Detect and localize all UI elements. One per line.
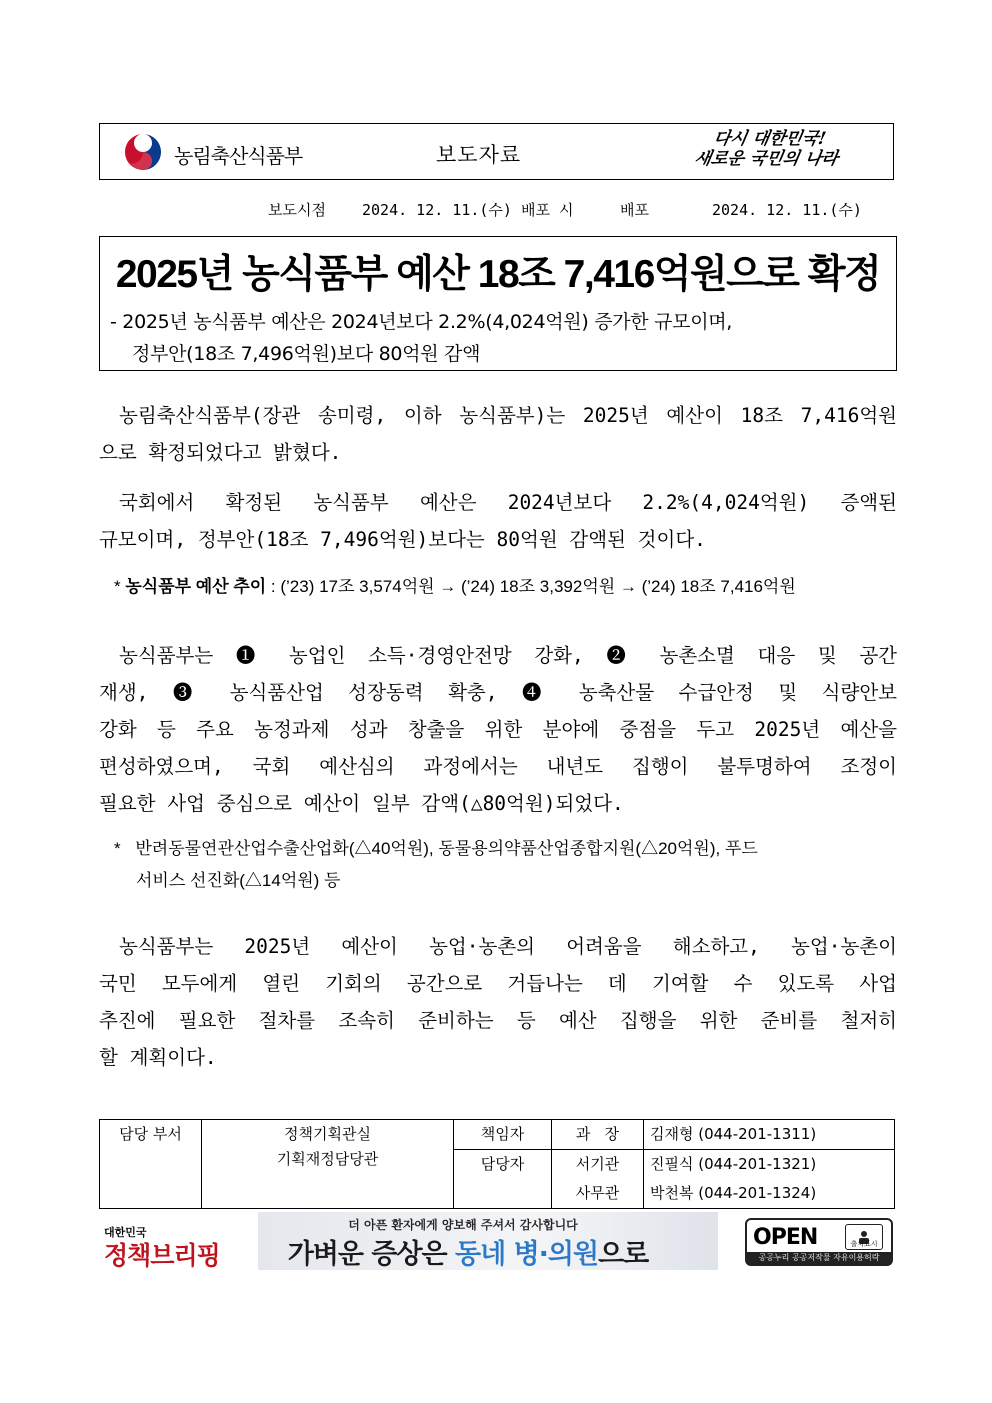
- contact-title-cell: 서기관: [552, 1150, 644, 1180]
- contact-title-cell: 사무관: [552, 1179, 644, 1209]
- paragraph-3-line-5: 필요한 사업 중심으로 예산이 일부 감액(△80억원)되었다.: [99, 792, 624, 815]
- banner-main-highlight: 동네 병·의원: [455, 1239, 599, 1270]
- paragraph-3-line-1: 농식품부는 ❶ 농업인 소득·경영안전망 강화, ❷ 농촌소멸 대응 및 공간: [119, 644, 897, 667]
- responsible-label-cell: [454, 1120, 552, 1150]
- responsible-label: 책임자: [480, 1125, 525, 1143]
- paragraph-4-line-3: 추진에 필요한 절차를 조속히 준비하는 등 예산 집행을 위한 준비를 철저히: [99, 1009, 897, 1032]
- contact-person-cell: 김재형 (044-201-1311): [644, 1120, 895, 1150]
- title-box: [99, 236, 897, 371]
- note-bold-label: 농식품부 예산 추이: [125, 577, 267, 596]
- government-emblem-icon: [124, 133, 162, 171]
- open-bar-text: 공공누리 공공저작물 자유이용허락: [747, 1252, 891, 1264]
- paragraph-1: [99, 397, 897, 471]
- slogan: [664, 129, 871, 169]
- paragraph-4: [99, 928, 897, 1076]
- distribution-label: 배포: [620, 201, 649, 219]
- dept-name-cell: [202, 1120, 454, 1209]
- paragraph-3-line-3: 강화 등 주요 농정과제 성과 창출을 위한 분야에 중점을 두고 2025년 예산을: [99, 718, 897, 741]
- budget-trend-note: [114, 572, 796, 597]
- release-time-value: 2024. 12. 11.(수) 배포 시: [362, 201, 574, 219]
- paragraph-1-line-1: 농림축산식품부(장관 송미령, 이하 농식품부)는 2025년 예산이 18조 7,416억원: [119, 404, 897, 427]
- note-asterisk: *: [114, 577, 121, 596]
- banner-main-text: [268, 1232, 668, 1271]
- ministry-name: 농림축산식품부: [174, 144, 303, 168]
- paragraph-4-line-1: 농식품부는 2025년 예산이 농업·농촌의 어려움을 해소하고, 농업·농촌이: [119, 935, 897, 958]
- cut-items-note-line-1: [114, 834, 758, 859]
- dept-name-line-2: 기획재정담당관: [276, 1150, 379, 1168]
- campaign-banner: [258, 1212, 718, 1270]
- dept-name-line-1: 정책기획관실: [284, 1125, 371, 1143]
- contact-person-cell: 진필식 (044-201-1321): [644, 1150, 895, 1180]
- paragraph-2: [99, 484, 897, 558]
- policy-briefing-logo: 정책브리핑: [104, 1241, 220, 1270]
- distribution-value: 2024. 12. 11.(수): [712, 201, 862, 219]
- paragraph-3: [99, 637, 897, 822]
- policy-briefing-small: 대한민국: [104, 1226, 147, 1239]
- headline: 2025년 농식품부 예산 18조 7,416억원으로 확정: [115, 253, 881, 296]
- paragraph-2-line-2: 규모이며, 정부안(18조 7,496억원)보다는 80억원 감액된 것이다.: [99, 528, 706, 551]
- note2-line-1: 반려동물연관산업수출산업화(△40억원), 동물용의약품산업종합지원(△20억원), 푸드: [135, 839, 758, 858]
- paragraph-4-line-4: 할 계획이다.: [99, 1046, 217, 1069]
- open-cc-label: 출처표시: [850, 1240, 878, 1248]
- subtitle-line-1: - 2025년 농식품부 예산은 2024년보다 2.2%(4,024억원) 증가한 규모이며,: [110, 311, 733, 333]
- contact-title-cell: 과 장: [552, 1120, 644, 1150]
- dept-label-cell: [100, 1120, 202, 1209]
- release-label: 보도자료: [436, 143, 522, 167]
- dept-label: 담당 부서: [119, 1125, 182, 1143]
- note-text: : (’23) 17조 3,574억원 → (’24) 18조 3,392억원 → (’24) 18조 7,416억원: [270, 577, 796, 596]
- staff-label-cell: [454, 1150, 552, 1209]
- paragraph-2-line-1: 국회에서 확정된 농식품부 예산은 2024년보다 2.2%(4,024억원) 증액된: [119, 491, 897, 514]
- slogan-line-1: 다시 대한민국!: [712, 129, 828, 149]
- banner-top-text: 더 아픈 환자에게 양보해 주셔서 감사합니다: [348, 1218, 578, 1232]
- paragraph-3-line-2: 재생, ❸ 농식품산업 성장동력 확충, ❹ 농축산물 수급안정 및 식량안보: [99, 681, 897, 704]
- open-license-badge: [745, 1218, 893, 1266]
- note2-line-2: 서비스 선진화(△14억원) 등: [136, 871, 341, 890]
- note2-asterisk: *: [114, 839, 121, 858]
- contact-person-cell: 박천복 (044-201-1324): [644, 1179, 895, 1209]
- subtitle-line-2: 정부안(18조 7,496억원)보다 80억원 감액: [132, 343, 481, 365]
- open-text: OPEN: [753, 1225, 818, 1250]
- paragraph-1-line-2: 으로 확정되었다고 밝혔다.: [99, 441, 342, 464]
- slogan-line-2: 새로운 국민의 나라: [692, 149, 840, 169]
- release-time-label: 보도시점: [268, 201, 326, 219]
- staff-label: 담당자: [480, 1155, 525, 1173]
- contact-table: [99, 1119, 895, 1209]
- paragraph-3-line-4: 편성하였으며, 국회 예산심의 과정에서는 내년도 집행이 불투명하여 조정이: [99, 755, 897, 778]
- paragraph-4-line-2: 국민 모두에게 열린 기회의 공간으로 거듭나는 데 기여할 수 있도록 사업: [99, 972, 897, 995]
- banner-main-part-c: 으로: [598, 1239, 649, 1270]
- header-box: [99, 123, 894, 180]
- banner-main-part-a: 가벼운 증상은: [287, 1239, 456, 1270]
